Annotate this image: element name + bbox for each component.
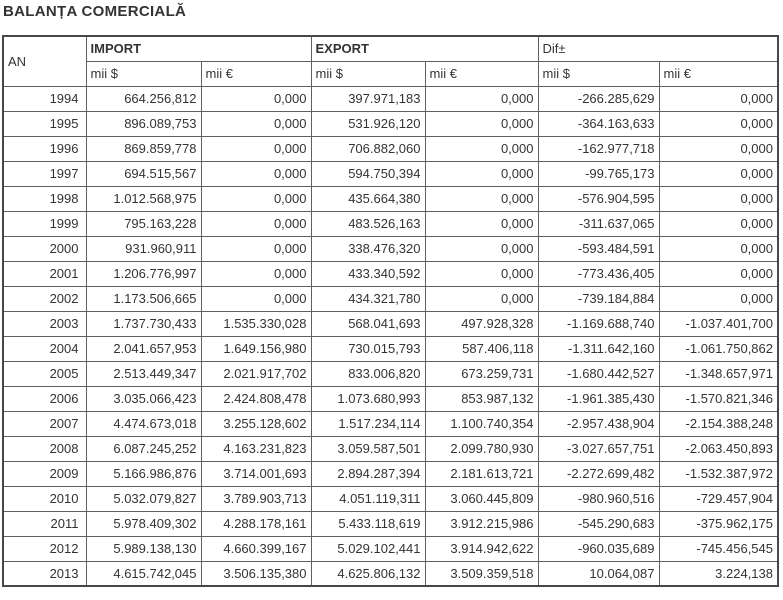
table-row bbox=[3, 211, 778, 236]
value-cell: -1.570.821,346 bbox=[659, 386, 778, 411]
value-cell: 694.515,567 bbox=[86, 161, 201, 186]
value-cell: 0,000 bbox=[659, 86, 778, 111]
table-header bbox=[3, 36, 778, 86]
value-cell: 435.664,380 bbox=[311, 186, 425, 211]
year-cell: 2007 bbox=[3, 411, 86, 436]
value-cell: -364.163,633 bbox=[538, 111, 659, 136]
subheader-diff-eur: mii € bbox=[659, 61, 778, 86]
subheader-export-eur: mii € bbox=[425, 61, 538, 86]
value-cell: 833.006,820 bbox=[311, 361, 425, 386]
value-cell: 4.163.231,823 bbox=[201, 436, 311, 461]
value-cell: 0,000 bbox=[201, 136, 311, 161]
value-cell: 0,000 bbox=[659, 286, 778, 311]
value-cell: 0,000 bbox=[659, 236, 778, 261]
value-cell: 3.035.066,423 bbox=[86, 386, 201, 411]
value-cell: -773.436,405 bbox=[538, 261, 659, 286]
value-cell: 2.513.449,347 bbox=[86, 361, 201, 386]
value-cell: 5.978.409,302 bbox=[86, 511, 201, 536]
table-body bbox=[3, 86, 778, 586]
value-cell: -1.037.401,700 bbox=[659, 311, 778, 336]
value-cell: 0,000 bbox=[425, 161, 538, 186]
value-cell: 4.625.806,132 bbox=[311, 561, 425, 586]
year-cell: 2010 bbox=[3, 486, 86, 511]
value-cell: 3.714.001,693 bbox=[201, 461, 311, 486]
value-cell: 0,000 bbox=[201, 236, 311, 261]
table-row bbox=[3, 436, 778, 461]
subheader-diff-usd: mii $ bbox=[538, 61, 659, 86]
value-cell: 587.406,118 bbox=[425, 336, 538, 361]
value-cell: 497.928,328 bbox=[425, 311, 538, 336]
table-row bbox=[3, 361, 778, 386]
year-cell: 2013 bbox=[3, 561, 86, 586]
value-cell: 0,000 bbox=[201, 286, 311, 311]
value-cell: 3.255.128,602 bbox=[201, 411, 311, 436]
value-cell: 5.029.102,441 bbox=[311, 536, 425, 561]
value-cell: 0,000 bbox=[425, 136, 538, 161]
value-cell: 594.750,394 bbox=[311, 161, 425, 186]
value-cell: -1.532.387,972 bbox=[659, 461, 778, 486]
value-cell: 3.059.587,501 bbox=[311, 436, 425, 461]
value-cell: -99.765,173 bbox=[538, 161, 659, 186]
value-cell: 0,000 bbox=[659, 211, 778, 236]
value-cell: 483.526,163 bbox=[311, 211, 425, 236]
year-cell: 2003 bbox=[3, 311, 86, 336]
value-cell: 3.912.215,986 bbox=[425, 511, 538, 536]
subheader-export-usd: mii $ bbox=[311, 61, 425, 86]
value-cell: -1.311.642,160 bbox=[538, 336, 659, 361]
value-cell: 673.259,731 bbox=[425, 361, 538, 386]
value-cell: 1.737.730,433 bbox=[86, 311, 201, 336]
table-row bbox=[3, 161, 778, 186]
value-cell: -1.061.750,862 bbox=[659, 336, 778, 361]
header-unit-row bbox=[3, 61, 778, 86]
value-cell: -729.457,904 bbox=[659, 486, 778, 511]
value-cell: -739.184,884 bbox=[538, 286, 659, 311]
value-cell: -1.348.657,971 bbox=[659, 361, 778, 386]
value-cell: 853.987,132 bbox=[425, 386, 538, 411]
value-cell: -545.290,683 bbox=[538, 511, 659, 536]
value-cell: 0,000 bbox=[201, 211, 311, 236]
value-cell: 2.181.613,721 bbox=[425, 461, 538, 486]
year-cell: 1996 bbox=[3, 136, 86, 161]
value-cell: 0,000 bbox=[659, 136, 778, 161]
value-cell: 0,000 bbox=[425, 86, 538, 111]
value-cell: 5.433.118,619 bbox=[311, 511, 425, 536]
value-cell: 0,000 bbox=[659, 261, 778, 286]
value-cell: 3.224,138 bbox=[659, 561, 778, 586]
value-cell: 931.960,911 bbox=[86, 236, 201, 261]
value-cell: -375.962,175 bbox=[659, 511, 778, 536]
trade-balance-table bbox=[2, 35, 779, 587]
table-row bbox=[3, 261, 778, 286]
table-row bbox=[3, 86, 778, 111]
value-cell: 1.100.740,354 bbox=[425, 411, 538, 436]
year-cell: 2009 bbox=[3, 461, 86, 486]
table-row bbox=[3, 186, 778, 211]
value-cell: 0,000 bbox=[659, 161, 778, 186]
value-cell: 0,000 bbox=[425, 186, 538, 211]
value-cell: -1.961.385,430 bbox=[538, 386, 659, 411]
page-title: BALANȚA COMERCIALĂ bbox=[3, 3, 187, 20]
value-cell: 0,000 bbox=[659, 186, 778, 211]
value-cell: -266.285,629 bbox=[538, 86, 659, 111]
value-cell: 795.163,228 bbox=[86, 211, 201, 236]
value-cell: 4.288.178,161 bbox=[201, 511, 311, 536]
value-cell: 433.340,592 bbox=[311, 261, 425, 286]
value-cell: 0,000 bbox=[425, 261, 538, 286]
value-cell: 397.971,183 bbox=[311, 86, 425, 111]
value-cell: 896.089,753 bbox=[86, 111, 201, 136]
value-cell: 3.509.359,518 bbox=[425, 561, 538, 586]
value-cell: -980.960,516 bbox=[538, 486, 659, 511]
year-cell: 2000 bbox=[3, 236, 86, 261]
value-cell: 730.015,793 bbox=[311, 336, 425, 361]
year-cell: 1994 bbox=[3, 86, 86, 111]
table-row bbox=[3, 311, 778, 336]
value-cell: -960.035,689 bbox=[538, 536, 659, 561]
value-cell: 0,000 bbox=[201, 186, 311, 211]
column-group-diff: Dif± bbox=[538, 36, 778, 61]
table-row bbox=[3, 386, 778, 411]
header-group-row bbox=[3, 36, 778, 61]
value-cell: 0,000 bbox=[425, 286, 538, 311]
value-cell: 1.206.776,997 bbox=[86, 261, 201, 286]
value-cell: -593.484,591 bbox=[538, 236, 659, 261]
value-cell: 3.060.445,809 bbox=[425, 486, 538, 511]
value-cell: 5.989.138,130 bbox=[86, 536, 201, 561]
year-cell: 2008 bbox=[3, 436, 86, 461]
value-cell: 434.321,780 bbox=[311, 286, 425, 311]
value-cell: 531.926,120 bbox=[311, 111, 425, 136]
year-cell: 2001 bbox=[3, 261, 86, 286]
value-cell: -1.680.442,527 bbox=[538, 361, 659, 386]
value-cell: -576.904,595 bbox=[538, 186, 659, 211]
value-cell: 10.064,087 bbox=[538, 561, 659, 586]
year-cell: 1998 bbox=[3, 186, 86, 211]
year-cell: 2002 bbox=[3, 286, 86, 311]
value-cell: 1.535.330,028 bbox=[201, 311, 311, 336]
table-row bbox=[3, 336, 778, 361]
value-cell: 1.173.506,665 bbox=[86, 286, 201, 311]
value-cell: 2.021.917,702 bbox=[201, 361, 311, 386]
value-cell: -311.637,065 bbox=[538, 211, 659, 236]
year-cell: 1995 bbox=[3, 111, 86, 136]
value-cell: 706.882,060 bbox=[311, 136, 425, 161]
value-cell: 0,000 bbox=[425, 211, 538, 236]
table-row bbox=[3, 561, 778, 586]
year-cell: 1997 bbox=[3, 161, 86, 186]
year-cell: 2004 bbox=[3, 336, 86, 361]
table-row bbox=[3, 111, 778, 136]
year-cell: 2012 bbox=[3, 536, 86, 561]
value-cell: 568.041,693 bbox=[311, 311, 425, 336]
table-row bbox=[3, 411, 778, 436]
column-group-import: IMPORT bbox=[86, 36, 311, 61]
value-cell: 869.859,778 bbox=[86, 136, 201, 161]
table-row bbox=[3, 486, 778, 511]
table-row bbox=[3, 286, 778, 311]
value-cell: 0,000 bbox=[201, 161, 311, 186]
table-row bbox=[3, 136, 778, 161]
year-cell: 2005 bbox=[3, 361, 86, 386]
value-cell: -745.456,545 bbox=[659, 536, 778, 561]
year-cell: 2006 bbox=[3, 386, 86, 411]
table-row bbox=[3, 461, 778, 486]
value-cell: -1.169.688,740 bbox=[538, 311, 659, 336]
value-cell: 338.476,320 bbox=[311, 236, 425, 261]
column-header-year: AN bbox=[3, 36, 86, 86]
value-cell: -162.977,718 bbox=[538, 136, 659, 161]
value-cell: 1.073.680,993 bbox=[311, 386, 425, 411]
value-cell: 5.032.079,827 bbox=[86, 486, 201, 511]
value-cell: -2.154.388,248 bbox=[659, 411, 778, 436]
table-row bbox=[3, 236, 778, 261]
value-cell: 2.424.808,478 bbox=[201, 386, 311, 411]
value-cell: 1.649.156,980 bbox=[201, 336, 311, 361]
value-cell: 0,000 bbox=[201, 111, 311, 136]
value-cell: 3.789.903,713 bbox=[201, 486, 311, 511]
value-cell: 0,000 bbox=[201, 86, 311, 111]
value-cell: 4.051.119,311 bbox=[311, 486, 425, 511]
year-cell: 2011 bbox=[3, 511, 86, 536]
value-cell: -2.272.699,482 bbox=[538, 461, 659, 486]
value-cell: 0,000 bbox=[425, 111, 538, 136]
value-cell: 2.041.657,953 bbox=[86, 336, 201, 361]
value-cell: 3.506.135,380 bbox=[201, 561, 311, 586]
table-row bbox=[3, 536, 778, 561]
value-cell: 5.166.986,876 bbox=[86, 461, 201, 486]
year-cell: 1999 bbox=[3, 211, 86, 236]
value-cell: 4.660.399,167 bbox=[201, 536, 311, 561]
subheader-import-usd: mii $ bbox=[86, 61, 201, 86]
value-cell: 664.256,812 bbox=[86, 86, 201, 111]
value-cell: -2.957.438,904 bbox=[538, 411, 659, 436]
value-cell: 1.012.568,975 bbox=[86, 186, 201, 211]
value-cell: 1.517.234,114 bbox=[311, 411, 425, 436]
value-cell: 4.615.742,045 bbox=[86, 561, 201, 586]
value-cell: -3.027.657,751 bbox=[538, 436, 659, 461]
value-cell: 0,000 bbox=[659, 111, 778, 136]
column-group-export: EXPORT bbox=[311, 36, 538, 61]
value-cell: 0,000 bbox=[425, 236, 538, 261]
value-cell: 2.894.287,394 bbox=[311, 461, 425, 486]
value-cell: -2.063.450,893 bbox=[659, 436, 778, 461]
table-row bbox=[3, 511, 778, 536]
value-cell: 2.099.780,930 bbox=[425, 436, 538, 461]
value-cell: 4.474.673,018 bbox=[86, 411, 201, 436]
value-cell: 6.087.245,252 bbox=[86, 436, 201, 461]
subheader-import-eur: mii € bbox=[201, 61, 311, 86]
value-cell: 0,000 bbox=[201, 261, 311, 286]
value-cell: 3.914.942,622 bbox=[425, 536, 538, 561]
